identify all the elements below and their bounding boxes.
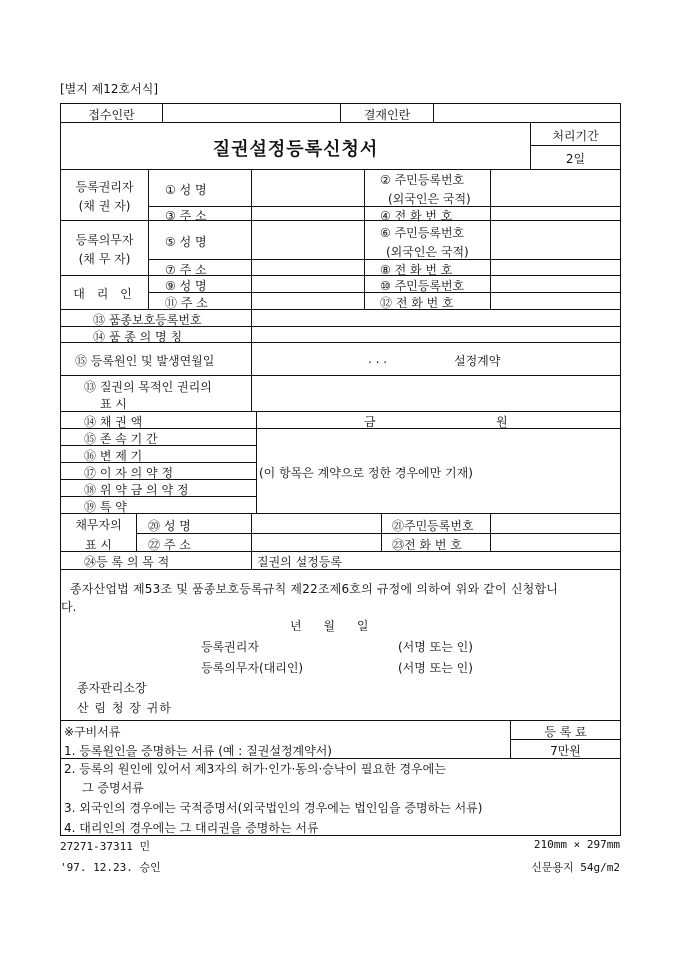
debtor-address-label: ㉒ 주 소 (148, 538, 191, 552)
form-title: 질권설정등록신청서 (212, 139, 379, 160)
special-terms-label: ⑲ 특 약 (84, 500, 127, 514)
form-code: 27271-37311 민 (60, 840, 151, 853)
variety-protection-no-field[interactable] (253, 311, 618, 325)
debtor-display-sublabel: 표 시 (85, 538, 112, 552)
variety-name-label: ⑭ 품 종 의 명 칭 (93, 330, 183, 344)
agent-reg-no-label: ⑩ 주민등록번호 (380, 279, 465, 293)
obligor-signature-label: 등록의무자(대리인) (201, 661, 304, 675)
contract-terms-note: (이 항목은 계약으로 정한 경우에만 기재) (259, 466, 473, 480)
attachment-item: 3. 외국인의 경우에는 국적증명서(외국법인의 경우에는 법인임을 증명하는 서류) (64, 801, 483, 815)
attachment-item: 1. 등록원인을 증명하는 서류 (예 : 질권설정계약서) (64, 744, 332, 758)
obligor-reg-no-field[interactable] (492, 222, 618, 258)
debtor-reg-no-field[interactable] (492, 515, 618, 532)
rights-holder-address-field[interactable] (253, 207, 363, 219)
pledge-object-sublabel: 표 시 (100, 397, 127, 411)
obligor-phone-label: ⑧ 전 화 번 호 (380, 263, 453, 277)
rights-holder-signature-label: 등록권리자 (201, 640, 259, 654)
obligor-phone-field[interactable] (492, 261, 618, 274)
variety-name-field[interactable] (253, 328, 618, 341)
debtor-phone-label: ㉓전 화 번 호 (392, 538, 462, 552)
reception-seal-label: 접수인란 (88, 108, 135, 122)
obligor-address-field[interactable] (253, 261, 363, 274)
agent-reg-no-field[interactable] (492, 277, 618, 291)
declaration-text: 종자산업법 제53조 및 품종보호등록규칙 제22조제6호의 규정에 의하여 위와 같이 신청합니 (70, 582, 559, 596)
claim-amount-prefix: 금 (364, 415, 376, 429)
debtor-address-field[interactable] (253, 535, 380, 550)
obligor-signature[interactable]: (서명 또는 인) (398, 661, 473, 675)
rights-holder-label: 등록권리자 (75, 180, 134, 194)
registration-fee-value: 7만원 (550, 744, 581, 758)
registration-cause-value: 설정계약 (454, 354, 501, 368)
agent-name-label: ⑨ 성 명 (165, 279, 207, 293)
agent-phone-field[interactable] (492, 294, 618, 308)
debtor-reg-no-label: ㉑주민등록번호 (392, 519, 474, 533)
attachment-item: 그 증명서류 (82, 781, 144, 795)
rights-holder-reg-no-field[interactable] (492, 171, 618, 204)
pledge-object-label: ⑬ 질권의 목적인 권리의 (84, 380, 212, 394)
claim-amount-label: ⑭ 채 권 액 (84, 415, 143, 429)
repayment-date-label: ⑯ 변 제 기 (84, 449, 143, 463)
obligor-reg-no-label: ⑥ 주민등록번호 (380, 226, 465, 240)
interest-agreement-label: ⑰ 이 자 의 약 정 (84, 466, 174, 480)
addressee-seed-office: 종자관리소장 (77, 681, 147, 695)
agent-phone-label: ⑫ 전 화 번 호 (380, 296, 454, 310)
rights-holder-sublabel: (채 권 자) (78, 199, 131, 213)
obligor-sublabel: (채 무 자) (78, 252, 131, 266)
duration-label: ⑮ 존 속 기 간 (84, 432, 158, 446)
agent-label: 대 리 인 (73, 287, 136, 301)
declaration-text-end: 다. (61, 600, 77, 614)
obligor-address-label: ⑦ 주 소 (165, 263, 207, 277)
attachment-item: 2. 등록의 원인에 있어서 제3자의 허가·인가·동의·승낙이 필요한 경우에는 (64, 762, 446, 776)
application-date[interactable]: 년 월 일 (290, 619, 369, 633)
obligor-reg-no-note: (외국인은 국적) (386, 245, 469, 259)
debtor-name-label: ⑳ 성 명 (148, 519, 191, 533)
paper-size: 210mm × 297mm (533, 838, 620, 851)
variety-protection-no-label: ⑬ 품종보호등록번호 (93, 313, 202, 327)
debtor-name-field[interactable] (253, 515, 380, 532)
processing-period-label: 처리기간 (552, 129, 599, 143)
registration-purpose-label: ㉔등 록 의 목 적 (84, 555, 170, 569)
agent-address-label: ⑪ 주 소 (165, 296, 208, 310)
rights-holder-reg-no-label: ② 주민등록번호 (380, 173, 465, 187)
registration-cause-date[interactable]: . . . (368, 352, 388, 366)
rights-holder-signature[interactable]: (서명 또는 인) (398, 640, 473, 654)
rights-holder-reg-no-note: (외국인은 국적) (388, 192, 471, 206)
registration-purpose-value: 질권의 설정등록 (257, 555, 342, 569)
claim-amount-suffix: 원 (496, 415, 508, 429)
claim-amount-field[interactable] (380, 413, 490, 427)
agent-name-field[interactable] (253, 277, 363, 291)
agent-address-field[interactable] (253, 294, 363, 308)
attachment-item: 4. 대리인의 경우에는 그 대리권을 증명하는 서류 (64, 821, 319, 835)
pledge-object-field[interactable] (253, 377, 618, 410)
rights-holder-name-label: ① 성 명 (165, 183, 207, 197)
processing-period-value: 2일 (565, 152, 586, 166)
approval-date: '97. 12.23. 승인 (60, 861, 161, 874)
attachments-header: ※구비서류 (64, 725, 121, 739)
paper-type: 신문용지 54g/m2 (531, 861, 620, 874)
obligor-label: 등록의무자 (75, 233, 134, 247)
obligor-name-field[interactable] (253, 222, 363, 258)
registration-cause-label: ⑮ 등록원인 및 발생연월일 (75, 354, 215, 368)
form-number-label: [별지 제12호서식] (60, 82, 158, 96)
rights-holder-name-field[interactable] (253, 174, 363, 206)
debtor-display-label: 채무자의 (75, 518, 122, 532)
penalty-agreement-label: ⑱ 위 약 금 의 약 정 (84, 483, 189, 497)
rights-holder-address-label: ③ 주 소 (165, 209, 207, 223)
registration-fee-label: 등 록 료 (544, 725, 587, 739)
obligor-name-label: ⑤ 성 명 (165, 235, 207, 249)
rights-holder-phone-label: ④ 전 화 번 호 (380, 209, 453, 223)
debtor-phone-field[interactable] (492, 535, 618, 550)
rights-holder-phone-field[interactable] (492, 207, 618, 219)
addressee-forest-service: 산 림 청 장 귀하 (77, 701, 172, 715)
approval-seal-label: 결재인란 (363, 108, 411, 122)
